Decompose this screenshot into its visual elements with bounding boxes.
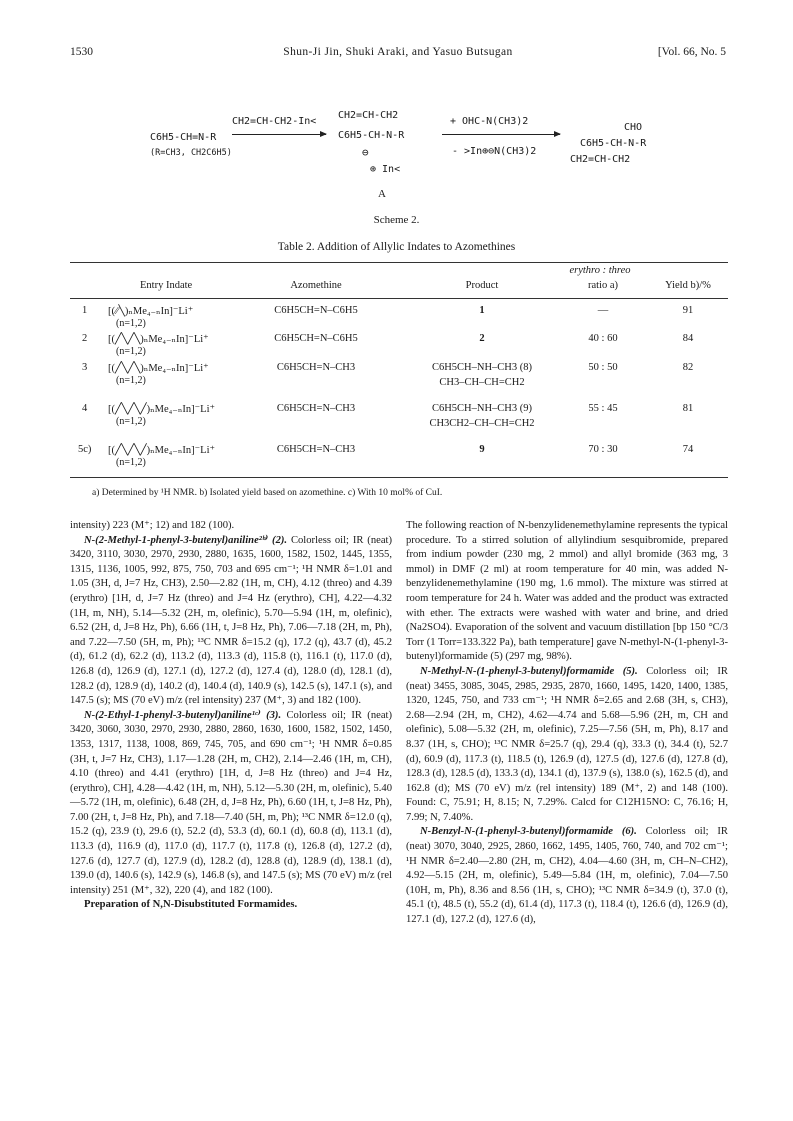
scheme-reactant-note: (R=CH3, CH2C6H5): [150, 148, 232, 158]
row-yield: 81: [682, 403, 694, 414]
header-ratio-bottom: ratio a): [587, 280, 619, 291]
row-indate: [(⁄⁄╲)ₙMe₄₋ₙIn]⁻Li⁺: [108, 306, 194, 317]
table-footnote: a) Determined by ¹H NMR. b) Isolated yield based on azomethine. c) With 10 mol% of CuI.: [92, 488, 443, 498]
compound-paragraph: [70, 534, 392, 709]
row-entry: 1: [82, 305, 88, 316]
table-top-rule: [70, 262, 728, 263]
header-azomethine: Azomethine: [290, 280, 342, 291]
authors: Shun-Ji Jin, Shuki Araki, and Yasuo Butsugan: [283, 46, 513, 58]
paragraph-continuation: intensity) 223 (M⁺; 12) and 182 (100).: [70, 520, 235, 531]
row-product: 1: [479, 305, 485, 316]
compound-title: N-(2-Ethyl-1-phenyl-3-butenyl)aniline¹ᶜ⁾ (3).: [84, 709, 282, 721]
scheme-reagent-dmf: + OHC-N(CH3)2: [450, 116, 529, 127]
compound-data: Colorless oil; IR (neat) 3070, 3040, 2925, 2860, 1662, 1495, 1405, 760, 740, and 702 cm⁻¹; ¹H NMR δ=2.40—2.80 (2H, m, CH2), 4.04—4.60 (3H, m, CH–N–CH2), 4.92—5.15 (2H, m, olefinic), 5.49—5.84 (1H, m, olefinic), 7.04—7.50 (10H, m, Ph), 8.36 and 8.56 (1H, s, CHO); ¹³C NMR δ=34.9 (t), 37.0 (t), 45.1 (t), 48.5 (t), 55.2 (d), 61.4 (d), 117.3 (t), 118.4 (t), 126.6 (d), 126.9 (d), 127.1 (d), 127.2 (d), 127.6 (d),: [406, 826, 728, 926]
row-indate: [(╱╲╱╲)ₙMe₄₋ₙIn]⁻Li⁺: [108, 334, 209, 345]
compound-title: N-(2-Methyl-1-phenyl-3-butenyl)aniline²ᵇ⁾ (2).: [84, 534, 288, 546]
left-column: [70, 519, 392, 913]
row-indate: [(╱╲╱╲)ₙMe₄₋ₙIn]⁻Li⁺: [108, 363, 209, 374]
header-entry-indate: Entry Indate: [140, 280, 193, 291]
header-product: Product: [465, 280, 499, 291]
row-yield: 74: [682, 444, 694, 455]
row-azomethine: C6H5CH=N–CH3: [276, 362, 356, 373]
page-number: 1530: [70, 46, 93, 58]
row-ratio: 70 : 30: [588, 444, 618, 455]
row-entry: 5c): [78, 444, 92, 455]
table-header-rule: [70, 298, 728, 299]
row-product-substituent: CH3CH2–CH–CH=CH2: [429, 418, 535, 429]
row-azomethine: C6H5CH=N–C6H5: [274, 333, 358, 344]
scheme-intermediate-label: A: [378, 188, 386, 200]
scheme-indium-cation: ⊕ In<: [370, 164, 401, 175]
header-yield: Yield b)/%: [665, 280, 711, 291]
compound-title: N-Benzyl-N-(1-phenyl-3-butenyl)formamide (6).: [420, 826, 637, 838]
running-header: [70, 46, 726, 62]
row-product-substituent: CH3–CH–CH=CH2: [439, 377, 525, 388]
row-product: 2: [479, 333, 485, 344]
reaction-scheme: [150, 102, 670, 212]
scheme-product-mid: C6H5-CH-N-R: [580, 138, 647, 149]
row-product: C6H5CH–NH–CH3 (8): [431, 362, 533, 373]
compound-title: N-Methyl-N-(1-phenyl-3-butenyl)formamide (5).: [420, 665, 638, 677]
scheme-intermediate-top: CH2=CH-CH2: [338, 110, 399, 121]
row-indate: [(╱╲╱╲╱)ₙMe₄₋ₙIn]⁻Li⁺: [108, 404, 216, 415]
row-ratio: 50 : 50: [588, 362, 618, 373]
row-entry: 3: [82, 362, 88, 373]
table-caption: Table 2. Addition of Allylic Indates to Azomethines: [277, 241, 516, 253]
scheme-product-top: CHO: [624, 122, 643, 133]
compound-paragraph: [70, 709, 392, 899]
row-product: C6H5CH–NH–CH3 (9): [431, 403, 533, 414]
compound-data: Colorless oil; IR (neat) 3420, 3060, 3030, 2970, 2930, 2880, 2860, 1630, 1600, 1582, 1502, 1450, 1353, 1317, 1138, 1008, 869, 745, 705, and 690 cm⁻¹; ¹H NMR δ=0.85 (3H, t, J=7 Hz, CH3), 1.17—1.28 (2H, m, CH2), 2.14—2.46 (1H, m, CH), 4.10 (threo) and 4.41 (erythro) [1H, d, J=8 Hz (threo) and J=4 Hz, (erythro), CH], 4.28—4.42 (1H, m, NH), 5.12—5.30 (2H, m, olefinic), 5.40—5.72 (1H, m, olefinic), 6.48 (2H, d, J=8 Hz, Ph), 6.60 (1H, t, J=8 Hz, Ph), 7.00 (2H, t, J=8 Hz, Ph), and 7.18—7.40 (5H, m, Ph); ¹³C NMR δ=12.0 (q), 15.2 (q), 23.9 (t), 29.6 (t), 52.2 (d), 53.3 (d), 60.1 (d), 60.8 (d), 113.1 (d), 113.3 (d), 116.9 (d), 117.0 (d), 117.7 (t), 117.8 (t), 126.8 (d), 127.2 (d), 127.6 (d), 127.7 (d), 127.9 (d), 128.2 (d), 128.8 (d), 128.9 (d), 138.1 (d), 139.0 (d), 140.6 (s), 142.9 (s), 146.8 (s), and 147.5 (s); MS (70 eV) m/z (rel intensity) 251 (M⁺, 32), 220 (4), and 182 (100).: [70, 709, 393, 896]
compound-paragraph: [406, 825, 728, 927]
scheme-intermediate-mid: C6H5-CH-N-R: [338, 130, 405, 141]
row-yield: 82: [682, 362, 694, 373]
section-heading-paragraph: [70, 898, 392, 913]
scheme-byproduct: - >In⊕⊖N(CH3)2: [452, 146, 537, 157]
row-ratio: 40 : 60: [588, 333, 618, 344]
table-bottom-rule: [70, 477, 728, 478]
compound-data: Colorless oil; IR (neat) 3455, 3085, 3045, 2985, 2935, 2870, 1660, 1495, 1420, 1400, 1385, 1320, 1245, 750, and 733 cm⁻¹; ¹H NMR δ=2.65 and 2.68 (3H, s, CH3), 2.68—2.94 (2H, m, CH2), 4.62—4.74 and 5.68—5.96 (2H, m, CH and olefinic), 5.08—5.32 (2H, m, olefinic), 7.25—7.56 (5H, m, Ph), 8.17 and 8.37 (1H, s, CHO); ¹³C NMR δ=25.7 (q), 29.4 (q), 33.3 (t), 34.4 (t), 52.7 (d), 60.9 (d), 117.3 (t), 118.5 (t), 126.9 (d), 127.5 (d), 127.6 (d), 127.8 (d), 128.3 (d), 128.5 (d), 133.3 (d), 134.1 (d), 137.9 (s), 138.0 (s), 162.5 (d), and 162.8 (d); MS (70 eV) m/z (rel intensity) 189 (M⁺, 2) and 148 (100). Found: C, 75.91; H, 8.15; N, 7.29%. Calcd for C12H15NO: C, 76.16; H, 7.99; N, 7.40%.: [406, 665, 728, 823]
row-azomethine: C6H5CH=N–CH3: [276, 444, 356, 455]
row-entry: 2: [82, 333, 88, 344]
reaction-arrow-1: [232, 134, 326, 135]
scheme-product-bottom: CH2=CH-CH2: [570, 154, 631, 165]
scheme-anion-symbol: ⊖: [362, 146, 369, 159]
row-indate-n: (n=1,2): [116, 416, 146, 427]
reaction-arrow-2: [442, 134, 560, 135]
scheme-reagent-allylindium: CH2=CH-CH2-In<: [232, 116, 317, 127]
row-ratio: —: [597, 305, 609, 316]
scheme-reactant: C6H5-CH=N-R: [150, 132, 217, 143]
header-ratio-top: erythro : threo: [569, 265, 631, 276]
row-azomethine: C6H5CH=N–CH3: [276, 403, 356, 414]
right-column: [406, 519, 728, 928]
scheme-caption: Scheme 2.: [373, 214, 420, 226]
journal-reference: [Vol. 66, No. 5: [657, 46, 726, 58]
compound-data: Colorless oil; IR (neat) 3420, 3110, 3030, 2970, 2930, 2880, 1635, 1600, 1582, 1502, 1445, 1355, 1315, 1136, 1005, 992, 875, 750, 703 and 695 cm⁻¹; ¹H NMR δ=1.01 and 1.05 (3H, d, J=7 Hz, CH3), 2.50—2.82 (1H, m, CH), 4.12 (threo) and 4.39 (erythro) [1H, d, J=7 Hz (threo) and J=4 Hz (erythro), CH], 4.22—4.32 (1H, m, NH), 5.14—5.32 (2H, m, olefinic), 5.70—5.94 (1H, m, olefinic), 6.52 (2H, d, J=8 Hz, Ph), 6.66 (1H, t, J=8 Hz, Ph), 7.06—7.18 (2H, m, Ph), and 7.22—7.50 (5H, m, Ph); ¹³C NMR δ=15.2 (q), 17.2 (q), 43.7 (d), 45.2 (d), 61.2 (d), 62.2 (d), 113.2 (d), 113.3 (d), 115.8 (t), 116.1 (t), 117.0 (d), 126.8 (d), 126.9 (d), 127.1 (d), 127.2 (d), 127.4 (d), 128.0 (d), 128.1 (d), 128.2 (d), 128.9 (d), 140.2 (d), 140.4 (d), 140.9 (s), 142.5 (s), 147.1 (s), and 147.5 (s); MS (70 eV) m/z (rel intensity) 237 (M⁺, 3) and 182 (100).: [70, 534, 392, 707]
row-indate-n: (n=1,2): [116, 346, 146, 357]
row-indate-n: (n=1,2): [116, 318, 146, 329]
compound-paragraph: [406, 665, 728, 826]
row-indate-n: (n=1,2): [116, 457, 146, 468]
row-yield: 91: [682, 305, 694, 316]
procedure-paragraph: The following reaction of N-benzylidenemethylamine represents the typical procedure. To a stirred solution of allylindium sesquibromide, prepared from indium powder (230 mg, 2 mmol) and allyl bromide (363 mg, 3 mmol) in DMF (2 ml) at room temperature for 40 min, was added N-benzylidenemethylamine (190 mg, 1.6 mmol). The mixture was stirred at room temperature for 24 h. Water was added and the product was extracted with ether. The extracts were washed with water and brine, and dried (Na2SO4). Evaporation of the solvent and vacuum distillation [bp 150 °C/3 Torr (1 Torr=133.322 Pa), bath temperature] gave N-methyl-N-(1-phenyl-3-butenyl)formamide (5) (297 mg, 98%).: [406, 520, 728, 663]
row-indate: [(╱╲╱╲╱)ₙMe₄₋ₙIn]⁻Li⁺: [108, 445, 216, 456]
row-yield: 84: [682, 333, 694, 344]
row-product: 9: [479, 444, 485, 455]
row-azomethine: C6H5CH=N–C6H5: [274, 305, 358, 316]
row-indate-n: (n=1,2): [116, 375, 146, 386]
row-entry: 4: [82, 403, 88, 414]
row-ratio: 55 : 45: [588, 403, 618, 414]
section-heading: Preparation of N,N-Disubstituted Formamides.: [84, 899, 298, 911]
